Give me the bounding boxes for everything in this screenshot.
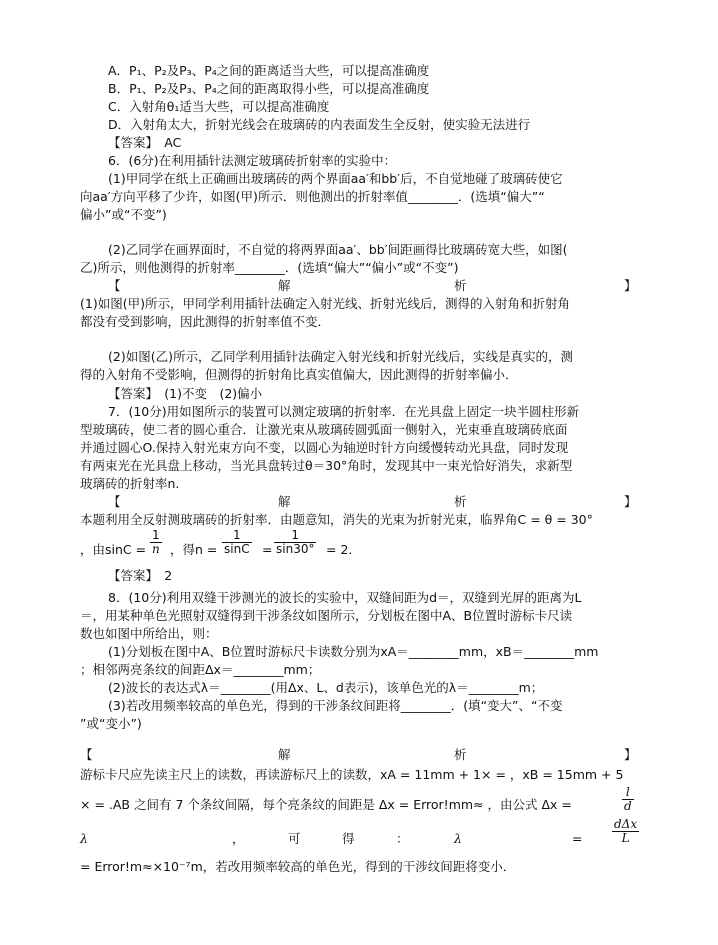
heading-char-jie: 解 [278,747,291,762]
q6-part1-line2: 向aa′方向平移了少许，如图(甲)所示．则他测出的折射率值________．(选填“偏大”“ [80,189,545,204]
q6-part1-line1: (1)甲同学在纸上正确画出玻璃砖的两个界面aa′和bb′后，不自觉地碰了玻璃砖使它 [108,171,563,186]
heading-char-jie: 解 [278,278,291,293]
q8-sub3-line2: ”或“变小”) [80,716,142,731]
q8-sub2: (2)波长的表达式λ＝________(用Δx、L、d表示)，该单色光的λ＝________m； [108,680,544,695]
q6-explain2-line2: 得的入射角不受影响，但测得的折射角比真实值偏大，因此测得的折射率偏小． [80,367,518,382]
q8-line3: 数也如图中所给出，则： [80,626,218,641]
heading-char-jie: 解 [278,494,291,509]
bracket-close: 】 [624,494,637,509]
formula-text-b: ，得n = [170,542,218,557]
denominator: sinC [224,542,250,556]
lambda-symbol-2: λ [454,831,462,846]
denominator: d [624,799,632,813]
formula-text-c: = 2. [326,542,353,557]
fraction-1-over-sin30 [274,529,316,556]
bracket-open: 【 [108,278,121,293]
formula-equals: = [262,542,273,557]
bracket-open: 【 [108,494,121,509]
bracket-open: 【 [80,747,93,762]
denominator: sin30° [276,542,315,556]
char-ke: 可 [288,831,301,846]
q6-explain1-line2: 都没有受到影响，因此测得的折射率值不变． [80,314,331,329]
q5-answer: 【答案】 AC [108,135,182,150]
numerator: 1 [274,529,316,543]
numerator: 1 [222,529,252,543]
fraction-l-over-d [622,786,634,813]
heading-char-xi: 析 [454,747,467,762]
q7-line4: 有两束光在光具盘上移动，当光具盘转过θ＝30°角时，发现其中一束光恰好消失，求新型 [80,458,573,473]
q7-line3: 并通过圆心O.保持入射光束方向不变，以圆心为轴逆时针方向缓慢转动光具盘，同时发现 [80,440,569,455]
q6-answer: 【答案】 (1)不变 (2)偏小 [108,386,263,401]
line2-text: × = .AB 之间有 7 个条纹间隔，每个亮条纹的间距是 Δx = Error!mm≈ ，由公式 Δx = [80,797,572,812]
q7-explain-line1: 本题利用全反射测玻璃砖的折射率．由题意知，消失的光束为折射光束，临界角C = θ = 30° [80,512,593,527]
fraction-1-over-sinc [222,529,252,556]
equals: = [572,831,583,846]
denominator: L [621,831,630,845]
numerator: 1 [150,529,162,543]
heading-char-xi: 析 [454,494,467,509]
option-c: C．入射角θ₁适当大些，可以提高准确度 [108,99,330,114]
option-d: D．入射角太大，折射光线会在玻璃砖的内表面发生全反射，使实验无法进行 [108,117,531,132]
q6-part2-line1: (2)乙同学在画界面时，不自觉的将两界面aa′、bb′间距画得比玻璃砖宽大些，如图( [108,242,568,257]
q7-line5: 玻璃砖的折射率n. [80,476,180,491]
lambda-symbol: λ [80,831,88,846]
option-a: A．P₁、P₂及P₃、P₄之间的距离适当大些，可以提高准确度 [108,63,430,78]
q8-line2: ＝，用某种单色光照射双缝得到干涉条纹如图所示，分划板在图中A、B位置时游标卡尺读 [80,608,573,623]
q8-sub1-line2: ；相邻两亮条纹的间距Δx＝________mm； [80,662,321,677]
formula-text-a: ，由sinC = [80,542,147,557]
fraction-1-over-n [150,529,162,556]
q8-explain-line4: = Error!m≈×10⁻⁷m，若改用频率较高的单色光，得到的干涉纹间距将变小． [80,859,516,874]
q6-explain1-line1: (1)如图(甲)所示，甲同学利用插针法确定入射光线、折射光线后，测得的入射角和折射角 [80,296,570,311]
q8-line1: 8．(10分)利用双缝干涉测光的波长的实验中，双缝间距为d＝，双缝到光屏的距离为L [108,590,582,605]
numerator: dΔx [614,817,638,831]
q6-explain2-line1: (2)如图(乙)所示，乙同学利用插针法确定入射光线和折射光线后，实线是真实的，测 [108,349,573,364]
q7-line2: 型玻璃砖，使二者的圆心重合．让激光束从玻璃砖圆弧面一侧射入，光束垂直玻璃砖底面 [80,422,568,437]
option-b: B．P₁、P₂及P₃、P₄之间的距离取得小些，可以提高准确度 [108,81,430,96]
heading-char-xi: 析 [454,278,467,293]
fraction-d-dx-over-l [612,818,639,845]
char-de: 得 [342,831,355,846]
q6-stem: 6．(6分)在利用插针法测定玻璃砖折射率的实验中： [108,153,397,168]
q8-sub1-line1: (1)分划板在图中A、B位置时游标尺卡读数分别为xA＝________mm，xB＝________mm [108,644,599,659]
numerator: l [622,786,634,800]
comma: ， [232,831,245,846]
q7-line1: 7．(10分)用如图所示的装置可以测定玻璃的折射率．在光具盘上固定一块半圆柱形新 [108,404,580,419]
q8-sub3-line1: (3)若改用频率较高的单色光，得到的干涉条纹间距将________．(填“变大”、“不变 [108,698,563,713]
q8-explain-line1: 游标卡尺应先读主尺上的读数，再读游标尺上的读数，xA = 11mm + 1× = ，xB = 15mm + 5 [80,767,624,782]
q7-answer: 【答案】 2 [108,568,173,583]
colon: ： [396,831,409,846]
bracket-close: 】 [624,747,637,762]
bracket-close: 】 [624,278,637,293]
q6-part1-line3: 偏小”或“不变”) [80,207,167,222]
q6-part2-line2: 乙)所示，则他测得的折射率________．(选填“偏大”“偏小”或“不变”) [80,260,459,275]
denominator: n [152,542,160,556]
